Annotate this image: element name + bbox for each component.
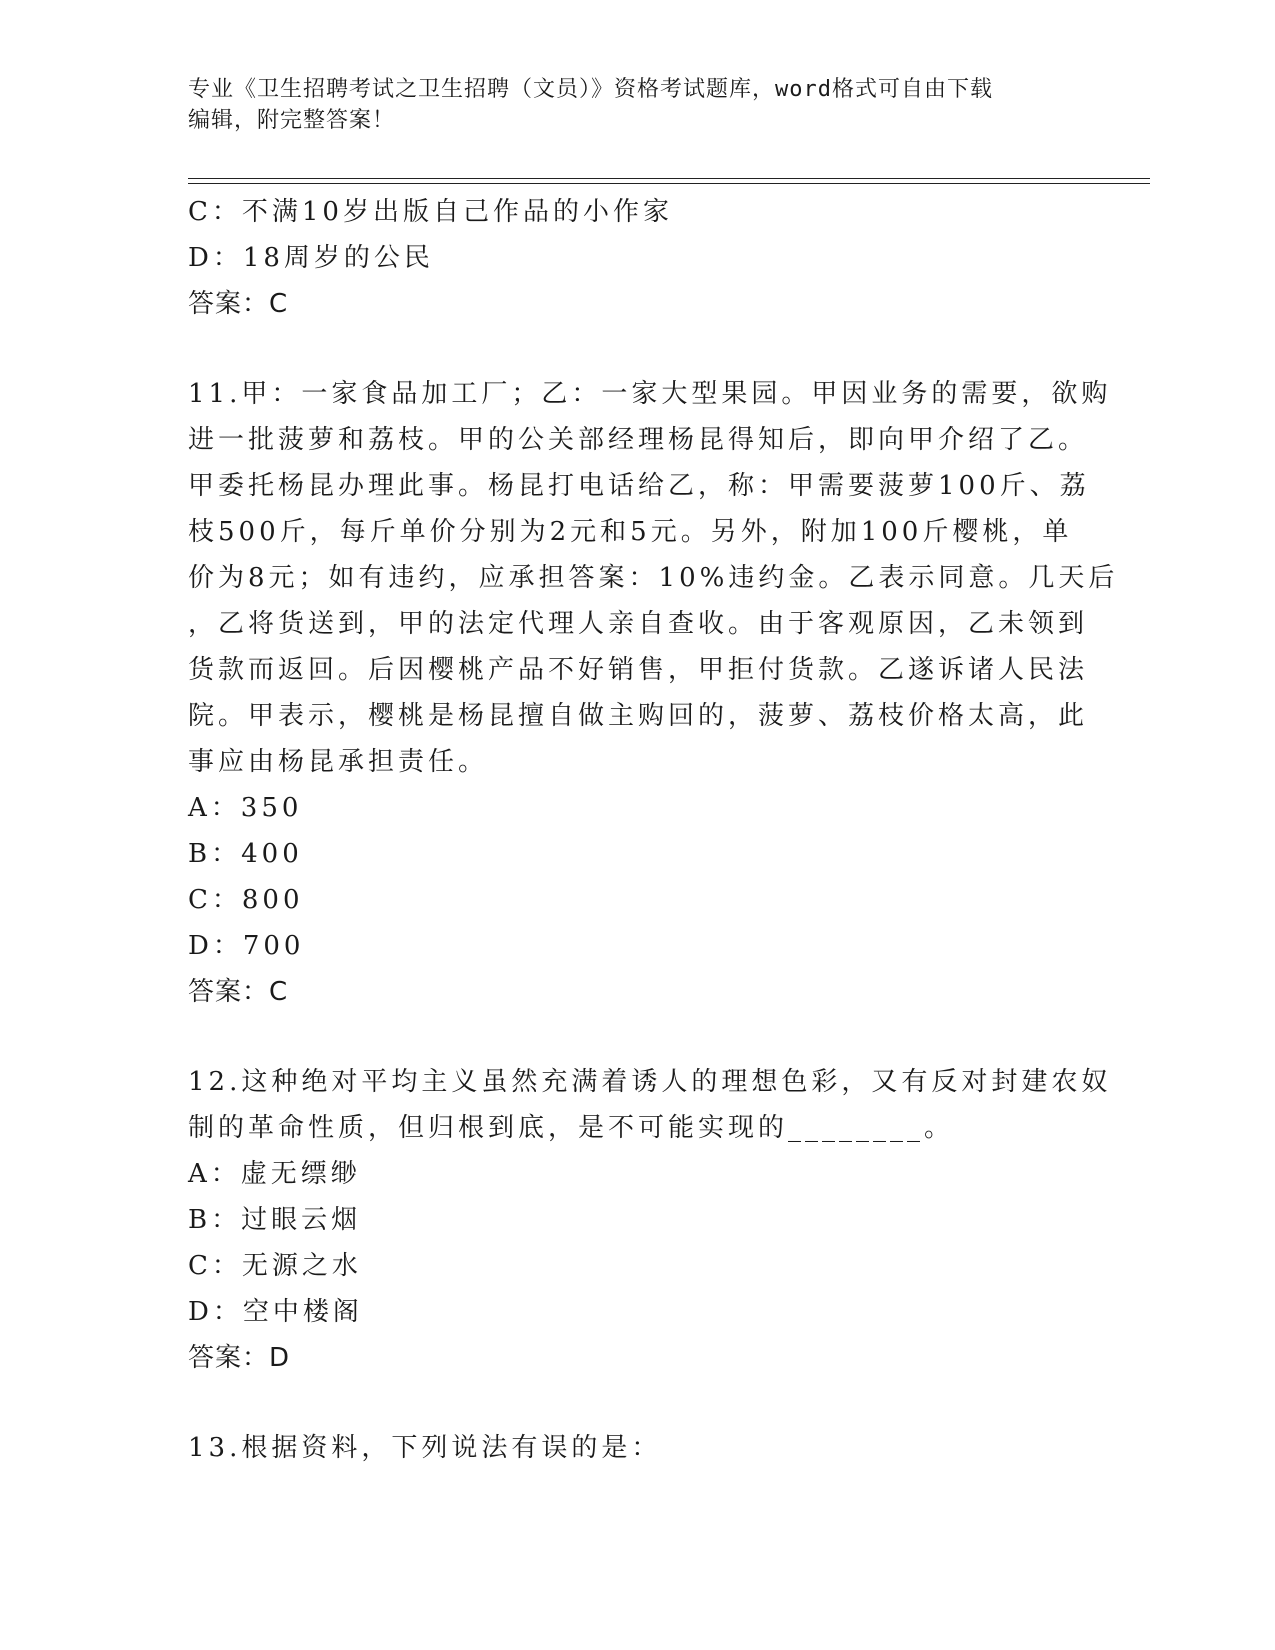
question-text-line: 制的革命性质，但归根到底，是不可能实现的________。 bbox=[188, 1113, 955, 1143]
answer-line: 答案：C bbox=[188, 977, 289, 1007]
option-d: D：18周岁的公民 bbox=[188, 243, 434, 273]
option-a: A：虚无缥缈 bbox=[188, 1159, 361, 1189]
question-12 bbox=[188, 1059, 1112, 1381]
question-spacer bbox=[188, 1381, 1088, 1425]
answer-line: 答案：C bbox=[188, 289, 289, 319]
question-text-line: 院。甲表示，樱桃是杨昆擅自做主购回的，菠萝、荔枝价格太高，此 bbox=[188, 701, 1089, 731]
question-text-line: 12.这种绝对平均主义虽然充满着诱人的理想色彩，又有反对封建农奴 bbox=[188, 1067, 1112, 1097]
header-divider-bottom bbox=[188, 183, 1150, 184]
question-10 bbox=[188, 189, 1088, 327]
question-text-line: 价为8元；如有违约，应承担答案：10%违约金。乙表示同意。几天后 bbox=[188, 563, 1119, 593]
question-text-line: 甲委托杨昆办理此事。杨昆打电话给乙，称：甲需要菠萝100斤、荔 bbox=[188, 471, 1090, 501]
option-d: D：700 bbox=[188, 931, 305, 961]
question-spacer bbox=[188, 327, 1088, 371]
question-text-line: ，乙将货送到，甲的法定代理人亲自查收。由于客观原因，乙未领到 bbox=[188, 609, 1089, 639]
option-a: A：350 bbox=[188, 793, 303, 823]
question-text-line: 13.根据资料，下列说法有误的是： bbox=[188, 1433, 662, 1463]
document-header bbox=[188, 74, 1068, 136]
answer-line: 答案：D bbox=[188, 1343, 291, 1373]
option-b: B：过眼云烟 bbox=[188, 1205, 362, 1235]
question-13 bbox=[188, 1425, 1088, 1471]
option-c: C：不满10岁出版自己作品的小作家 bbox=[188, 197, 673, 227]
option-c: C：无源之水 bbox=[188, 1251, 362, 1281]
option-d: D：空中楼阁 bbox=[188, 1297, 363, 1327]
question-text-line: 11.甲：一家食品加工厂；乙：一家大型果园。甲因业务的需要，欲购 bbox=[188, 379, 1112, 409]
header-line-1: 专业《卫生招聘考试之卫生招聘（文员）》资格考试题库，word格式可自由下载 bbox=[188, 77, 993, 102]
option-c: C：800 bbox=[188, 885, 304, 915]
question-list bbox=[188, 189, 1119, 1471]
question-spacer bbox=[188, 1015, 1088, 1059]
option-b: B：400 bbox=[188, 839, 303, 869]
question-text-line: 货款而返回。后因樱桃产品不好销售，甲拒付货款。乙遂诉诸人民法 bbox=[188, 655, 1089, 685]
question-11 bbox=[188, 371, 1119, 1015]
header-divider-top bbox=[188, 178, 1150, 179]
header-line-2: 编辑，附完整答案！ bbox=[188, 108, 396, 133]
question-text-line: 进一批菠萝和荔枝。甲的公关部经理杨昆得知后，即向甲介绍了乙。 bbox=[188, 425, 1089, 455]
question-text-line: 事应由杨昆承担责任。 bbox=[188, 747, 489, 777]
question-text-line: 枝500斤，每斤单价分别为2元和5元。另外，附加100斤樱桃，单 bbox=[188, 517, 1073, 547]
